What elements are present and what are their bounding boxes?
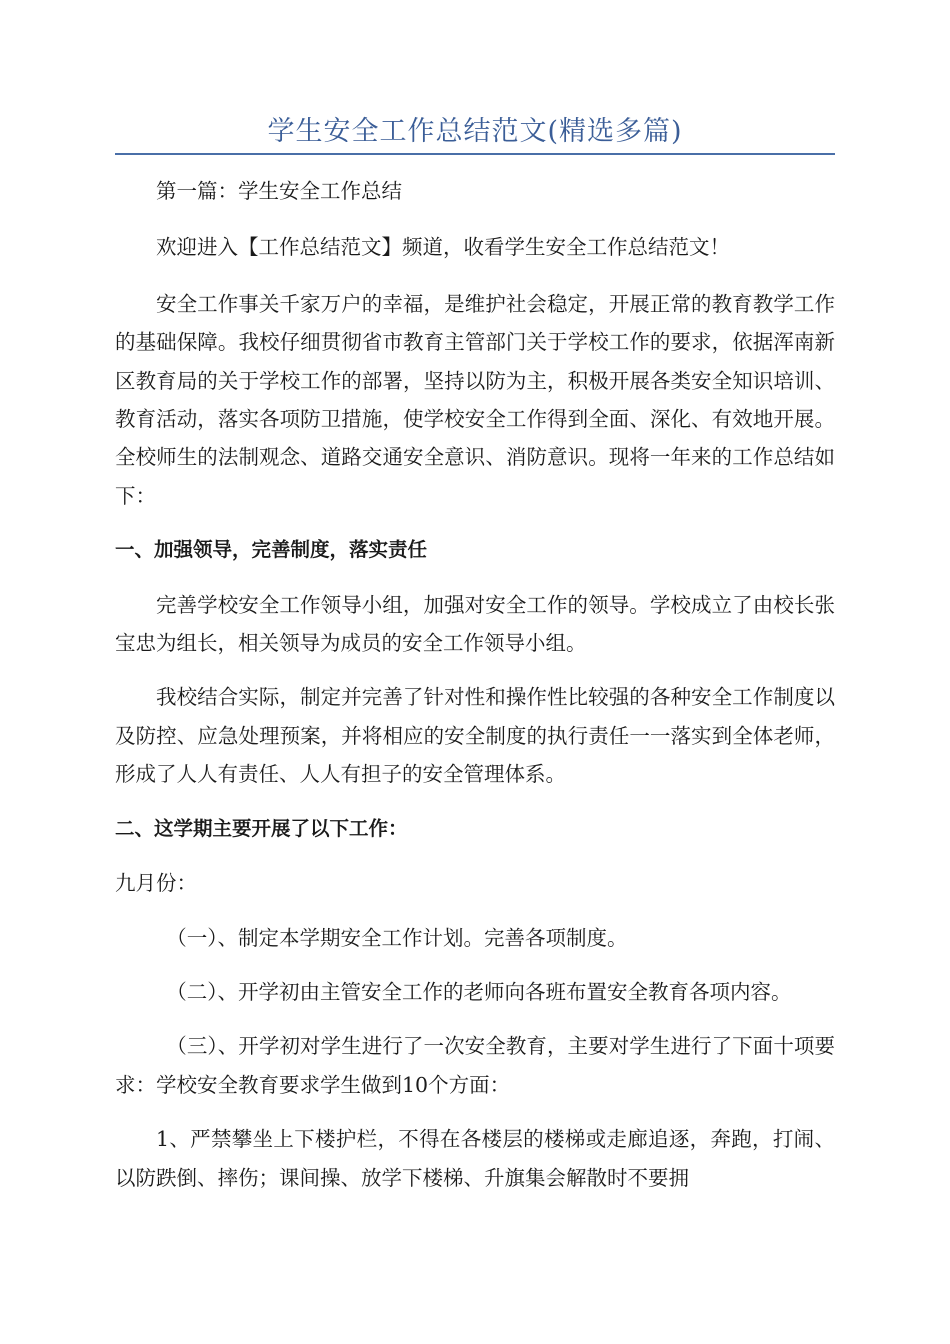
list-item: 1、严禁攀坐上下楼护栏，不得在各楼层的楼梯或走廊追逐，奔跑，打闹、以防跌倒、摔伤；课间操、放学下楼梯、升旗集会解散时不要拥 [115,1127,835,1190]
body-paragraph: 我校结合实际，制定并完善了针对性和操作性比较强的各种安全工作制度以及防控、应急处理预案，并将相应的安全制度的执行责任一一落实到全体老师，形成了人人有责任、人人有担子的安全管理体系。 [115,685,835,787]
list-item: （三）、开学初对学生进行了一次安全教育，主要对学生进行了下面十项要求：学校安全教育要求学生做到10个方面： [115,1034,835,1097]
section-heading-2: 二、这学期主要开展了以下工作： [115,816,408,840]
body-paragraph: 完善学校安全工作领导小组，加强对安全工作的领导。学校成立了由校长张宝忠为组长，相关领导为成员的安全工作领导小组。 [115,592,835,656]
document-title: 学生安全工作总结范文(精选多篇) [267,116,683,147]
month-label: 九月份： [115,871,197,896]
intro-paragraph: 欢迎进入【工作总结范文】频道，收看学生安全工作总结范文！ [156,235,730,260]
title-underline [115,153,835,155]
section-heading-part-one: 第一篇：学生安全工作总结 [156,179,402,203]
list-item: （二）、开学初由主管安全工作的老师向各班布置安全教育各项内容。 [166,979,792,1004]
body-paragraph: 安全工作事关千家万户的幸福，是维护社会稳定，开展正常的教育教学工作的基础保障。我校仔细贯彻省市教育主管部门关于学校工作的要求，依据浑南新区教育局的关于学校工作的部署，坚持以防为主，积极开展各类安全知识培训、教育活动，落实各项防卫措施，使学校安全工作得到全面、深化、有效地开展。全校师生的法制观念、道路交通安全意识、消防意识。现将一年来的工作总结如下： [115,291,835,508]
document-body [115,172,835,1197]
list-item: （一）、制定本学期安全工作计划。完善各项制度。 [166,925,628,950]
section-heading-1: 一、加强领导，完善制度，落实责任 [115,538,428,562]
